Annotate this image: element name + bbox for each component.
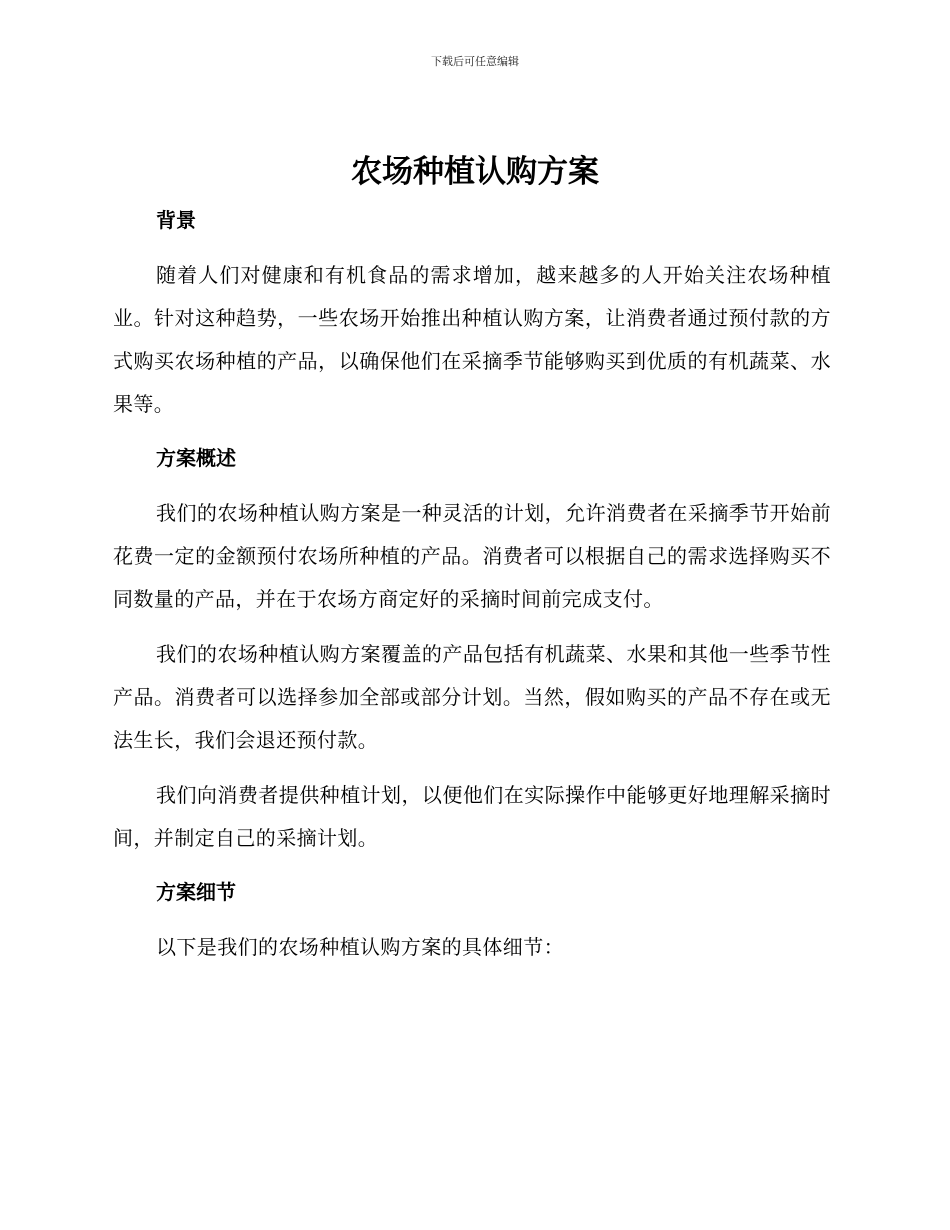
paragraph: 我们的农场种植认购方案覆盖的产品包括有机蔬菜、水果和其他一些季节性产品。消费者可以选择参加全部或部分计划。当然，假如购买的产品不存在或无法生长，我们会退还预付款。 (113, 642, 831, 752)
section-heading: 背景 (156, 208, 196, 232)
document-title: 农场种植认购方案 (351, 154, 599, 190)
section-overview (113, 438, 831, 872)
section-details (113, 872, 831, 969)
paragraph: 随着人们对健康和有机食品的需求增加，越来越多的人开始关注农场种植业。针对这种趋势，一些农场开始推出种植认购方案，让消费者通过预付款的方式购买农场种植的产品，以确保他们在采摘季节能够购买到优质的有机蔬菜、水果等。 (113, 263, 831, 416)
section-heading: 方案细节 (156, 880, 236, 904)
section-background (113, 200, 831, 438)
header-note: 下载后可任意编辑 (431, 55, 519, 68)
document-body (113, 200, 831, 969)
paragraph: 我们向消费者提供种植计划，以便他们在实际操作中能够更好地理解采摘时间，并制定自己的采摘计划。 (113, 783, 831, 850)
section-heading: 方案概述 (156, 446, 236, 470)
paragraph: 我们的农场种植认购方案是一种灵活的计划，允许消费者在采摘季节开始前花费一定的金额预付农场所种植的产品。消费者可以根据自己的需求选择购买不同数量的产品，并在于农场方商定好的采摘时间前完成支付。 (113, 501, 831, 611)
paragraph: 以下是我们的农场种植认购方案的具体细节： (156, 935, 564, 959)
